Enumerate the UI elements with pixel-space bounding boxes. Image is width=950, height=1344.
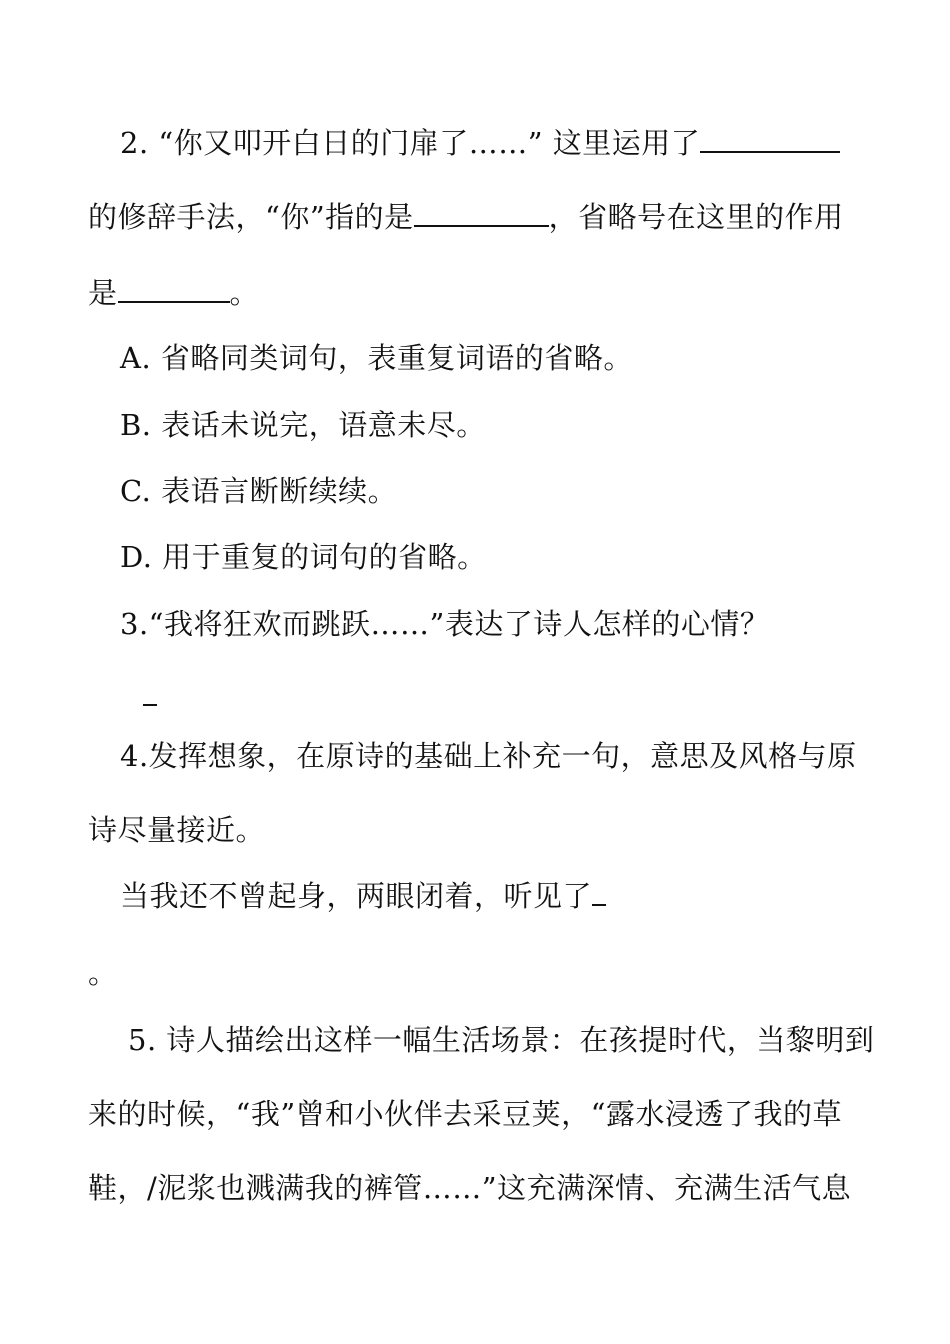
- q2-line-3: [88, 273, 878, 313]
- q5-line-1: 5. 诗人描绘出这样一幅生活场景：在孩提时代，当黎明到: [128, 1023, 875, 1057]
- q4-line-2: 诗尽量接近。: [88, 813, 266, 847]
- q2-line-1: [120, 123, 910, 163]
- q4-prompt-line: [120, 876, 910, 916]
- q4-end-mark: 。: [88, 956, 118, 990]
- q2-line-2-suffix: ，省略号在这里的作用: [548, 200, 844, 234]
- q2-line-3-suffix: 。: [229, 276, 260, 310]
- q2-option-a[interactable]: A. 省略同类词句，表重复词语的省略。: [120, 341, 633, 375]
- q2-line-2: [88, 197, 878, 237]
- q3-question: 3.“我将狂欢而跳跃……”表达了诗人怎样的心情？: [120, 607, 770, 641]
- q2-option-c[interactable]: C. 表语言断断续续。: [120, 474, 398, 508]
- q4-blank-continuation[interactable]: [592, 876, 606, 906]
- q4-line-1: 4.发挥想象，在原诗的基础上补充一句，意思及风格与原: [120, 739, 857, 773]
- q5-line-3: 鞋，/泥浆也溅满我的裤管……”这充满深情、充满生活气息: [88, 1171, 852, 1205]
- q2-line-3-prefix: 是: [88, 276, 118, 310]
- q2-blank-ellipsis-function[interactable]: [118, 273, 230, 303]
- q3-blank-answer[interactable]: [143, 676, 157, 706]
- q4-prompt: 当我还不曾起身，两眼闭着，听见了: [120, 879, 593, 913]
- q3-answer-line[interactable]: [143, 676, 933, 716]
- q2-line-1-text: 2. “你又叩开白日的门扉了……” 这里运用了: [120, 126, 701, 160]
- q2-option-d[interactable]: D. 用于重复的词句的省略。: [120, 540, 487, 574]
- q2-line-2-prefix: 的修辞手法，“你”指的是: [88, 200, 414, 234]
- q2-blank-you-refers[interactable]: [414, 197, 549, 227]
- q2-blank-rhetoric[interactable]: [700, 123, 840, 153]
- q2-option-b[interactable]: B. 表话未说完，语意未尽。: [120, 408, 486, 442]
- q5-line-2: 来的时候，“我”曾和小伙伴去采豆荚，“露水浸透了我的草: [88, 1097, 842, 1131]
